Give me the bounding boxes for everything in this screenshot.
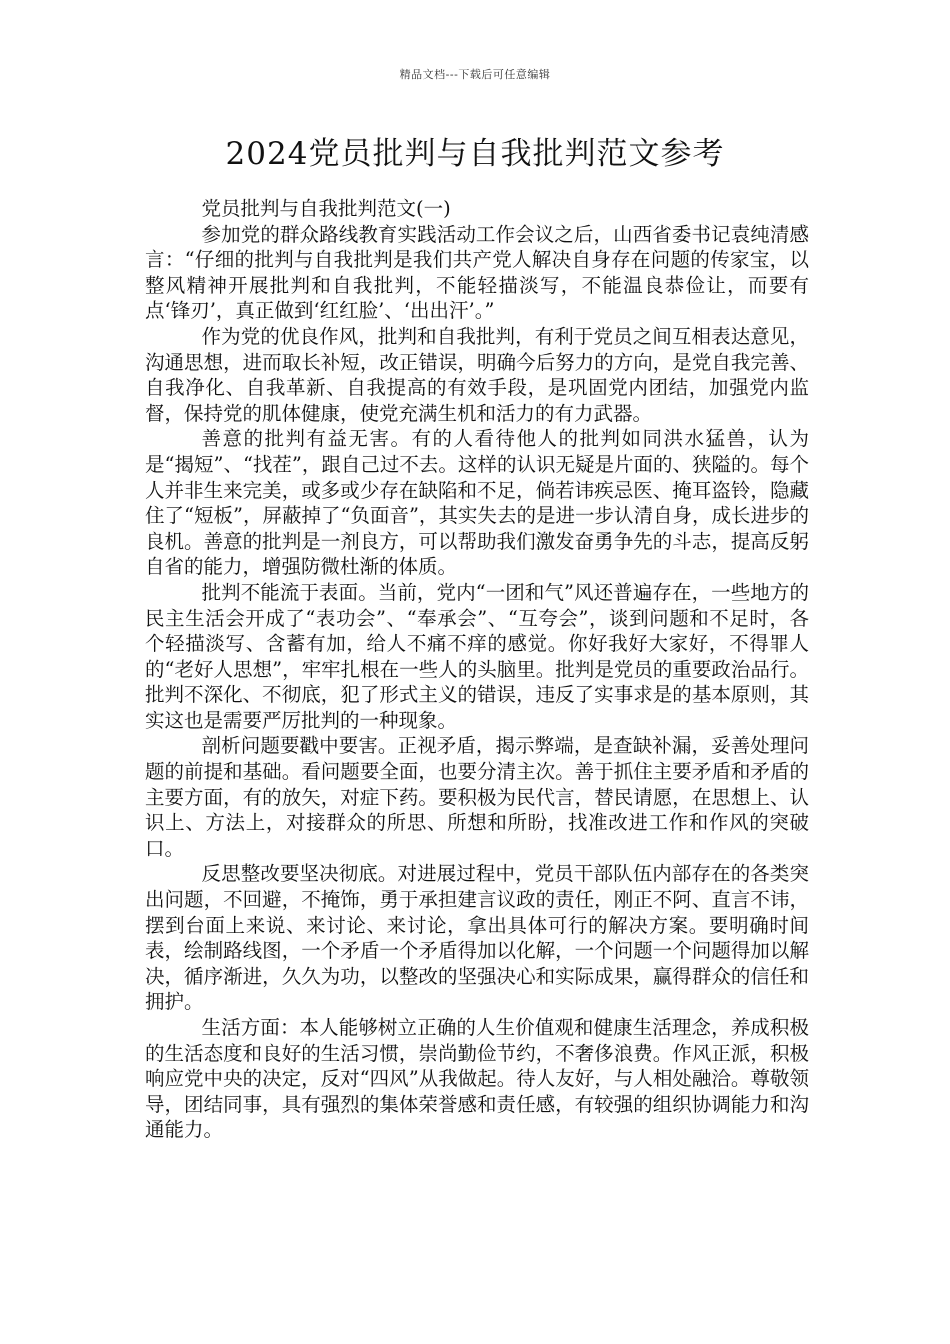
paragraph-4: 批判不能流于表面。当前，党内“一团和气”风还普遍存在，一些地方的民主生活会开成了“表功会”、“奉承会”、“互夸会”，谈到问题和不足时，各个轻描淡写、含蓄有加，给人不痛不痒的感觉。你好我好大家好，不得罪人的“老好人思想”，牢牢扎根在一些人的头脑里。批判是党员的重要政治品行。批判不深化、不彻底，犯了形式主义的错误，违反了实事求是的基本原则，其实这也是需要严厉批判的一种现象。 — [145, 580, 809, 732]
paragraph-1: 参加党的群众路线教育实践活动工作会议之后，山西省委书记袁纯清感言：“仔细的批判与自我批判是我们共产党人解决自身存在问题的传家宝，以整风精神开展批判和自我批判，不能轻描淡写，不能温良恭俭让，而要有点‘锋刃’，真正做到‘红红脸’、‘出出汗’。” — [145, 222, 809, 323]
paragraph-5: 剖析问题要戳中要害。正视矛盾，揭示弊端，是查缺补漏，妥善处理问题的前提和基础。看问题要全面，也要分清主次。善于抓住主要矛盾和矛盾的主要方面，有的放矢，对症下药。要积极为民代言，替民请愿，在思想上、认识上、方法上，对接群众的所思、所想和所盼，找准改进工作和作风的突破口。 — [145, 734, 809, 860]
paragraph-3: 善意的批判有益无害。有的人看待他人的批判如同洪水猛兽，认为是“揭短”、“找茬”，跟自己过不去。这样的认识无疑是片面的、狭隘的。每个人并非生来完美，或多或少存在缺陷和不足，倘若讳疾忌医、掩耳盗铃，隐藏住了“短板”，屏蔽掉了“负面音”，其实失去的是进一步认清自身，成长进步的良机。善意的批判是一剂良方，可以帮助我们激发奋勇争先的斗志，提高反躬自省的能力，增强防微杜渐的体质。 — [145, 427, 809, 579]
document-body — [145, 196, 809, 1143]
header-note: 精品文档---下载后可任意编辑 — [399, 68, 551, 81]
paragraph-6: 反思整改要坚决彻底。对进展过程中，党员干部队伍内部存在的各类突出问题，不回避，不掩饰，勇于承担建言议政的责任，刚正不阿、直言不讳，摆到台面上来说、来讨论、来讨论，拿出具体可行的解决方案。要明确时间表，绘制路线图，一个矛盾一个矛盾得加以化解，一个问题一个问题得加以解决，循序渐进，久久为功，以整改的坚强决心和实际成果，赢得群众的信任和拥护。 — [145, 862, 809, 1014]
paragraph-7: 生活方面：本人能够树立正确的人生价值观和健康生活理念，养成积极的生活态度和良好的生活习惯，崇尚勤俭节约，不奢侈浪费。作风正派，积极响应党中央的决定，反对“四风”从我做起。待人友好，与人相处融洽。尊敬领导，团结同事，具有强烈的集体荣誉感和责任感，有较强的组织协调能力和沟通能力。 — [145, 1016, 809, 1142]
section-heading: 党员批判与自我批判范文(一) — [201, 197, 451, 220]
paragraph-2: 作为党的优良作风，批判和自我批判，有利于党员之间互相表达意见，沟通思想，进而取长补短，改正错误，明确今后努力的方向，是党自我完善、自我净化、自我革新、自我提高的有效手段，是巩固党内团结，加强党内监督，保持党的肌体健康，使党充满生机和活力的有力武器。 — [145, 324, 809, 425]
document-title: 2024党员批判与自我批判范文参考 — [225, 136, 725, 172]
